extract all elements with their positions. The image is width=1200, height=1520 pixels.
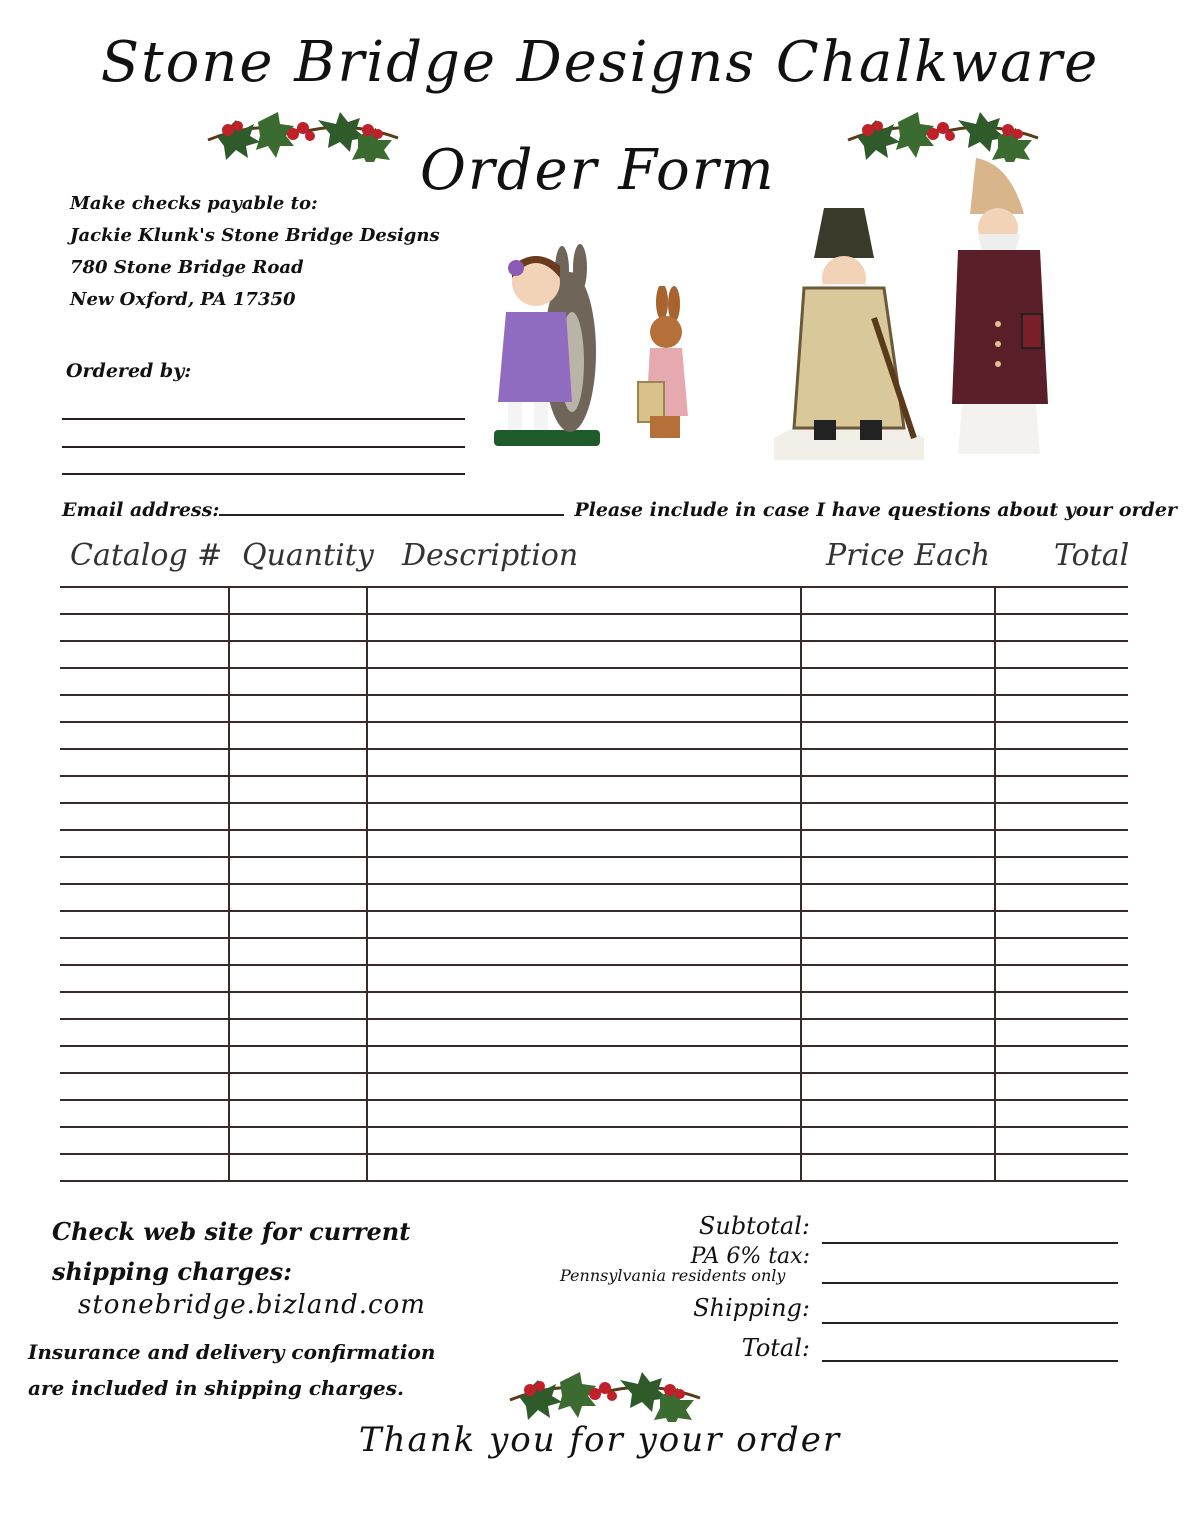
- col-header-catalog: Catalog #: [70, 538, 223, 573]
- col-header-quantity: Quantity: [242, 538, 374, 573]
- tax-line[interactable]: [822, 1282, 1118, 1284]
- shipping-label: Shipping:: [693, 1294, 810, 1322]
- table-column-line: [366, 586, 368, 1182]
- col-header-price: Price Each: [826, 538, 991, 573]
- payable-line: Make checks payable to:: [70, 193, 318, 214]
- payable-address: [70, 188, 440, 316]
- table-column-line: [228, 586, 230, 1182]
- table-row-line: [60, 721, 1128, 723]
- table-row-line: [60, 1018, 1128, 1020]
- santa-with-staff-figure: [764, 198, 930, 462]
- table-row-line: [60, 856, 1128, 858]
- girl-with-rabbit-figure: [490, 242, 605, 450]
- table-row-line: [60, 667, 1128, 669]
- email-label: Email address:: [62, 499, 220, 521]
- total-label: Total:: [741, 1334, 810, 1362]
- email-note: Please include in case I have questions about your order: [574, 499, 1177, 521]
- insurance-note: [28, 1334, 435, 1406]
- page-title: Stone Bridge Designs Chalkware: [100, 30, 1100, 95]
- ordered-by-line[interactable]: [62, 473, 465, 475]
- payable-line: New Oxford, PA 17350: [70, 289, 296, 310]
- email-row: [62, 498, 1177, 521]
- table-column-line: [800, 586, 802, 1182]
- table-column-line: [994, 586, 996, 1182]
- table-row-line: [60, 883, 1128, 885]
- table-row-line: [60, 1180, 1128, 1182]
- table-row-line: [60, 937, 1128, 939]
- table-row-line: [60, 829, 1128, 831]
- table-row-line: [60, 1126, 1128, 1128]
- form-subtitle: Order Form: [420, 138, 776, 203]
- ordered-by-line[interactable]: [62, 446, 465, 448]
- table-row-line: [60, 586, 1128, 588]
- thank-you-message: Thank you for your order: [358, 1420, 842, 1460]
- table-row-line: [60, 1072, 1128, 1074]
- table-row-line: [60, 910, 1128, 912]
- table-row-line: [60, 1045, 1128, 1047]
- holly-icon: [500, 1360, 710, 1422]
- shipping-line: Check web site for current: [52, 1217, 411, 1246]
- order-table[interactable]: [60, 586, 1128, 1182]
- table-row-line: [60, 640, 1128, 642]
- shipping-info: [52, 1212, 410, 1292]
- payable-line: Jackie Klunk's Stone Bridge Designs: [70, 225, 440, 246]
- email-blank[interactable]: [219, 498, 564, 516]
- ordered-by-line[interactable]: [62, 418, 465, 420]
- subtotal-label: Subtotal:: [698, 1212, 810, 1240]
- holly-icon: [198, 100, 408, 162]
- ordered-by-label: Ordered by:: [66, 360, 192, 382]
- website-link[interactable]: stonebridge.bizland.com: [78, 1290, 426, 1320]
- table-row-line: [60, 802, 1128, 804]
- santa-with-lantern-figure: [940, 154, 1058, 460]
- shipping-line[interactable]: [822, 1322, 1118, 1324]
- table-row-line: [60, 748, 1128, 750]
- col-header-description: Description: [402, 538, 579, 573]
- tax-note: Pennsylvania residents only: [560, 1266, 786, 1285]
- table-row-line: [60, 1153, 1128, 1155]
- table-row-line: [60, 991, 1128, 993]
- holly-icon: [838, 100, 1048, 162]
- table-row-line: [60, 694, 1128, 696]
- tax-label: PA 6% tax:: [690, 1244, 810, 1269]
- total-line[interactable]: [822, 1360, 1118, 1362]
- table-row-line: [60, 613, 1128, 615]
- table-row-line: [60, 964, 1128, 966]
- col-header-total: Total: [1054, 538, 1130, 573]
- insurance-line: Insurance and delivery confirmation: [28, 1340, 436, 1364]
- table-row-line: [60, 775, 1128, 777]
- insurance-line: are included in shipping charges.: [28, 1376, 404, 1400]
- subtotal-line[interactable]: [822, 1242, 1118, 1244]
- shipping-line: shipping charges:: [52, 1257, 293, 1286]
- payable-line: 780 Stone Bridge Road: [70, 257, 304, 278]
- rabbit-with-basket-figure: [634, 286, 694, 442]
- table-row-line: [60, 1099, 1128, 1101]
